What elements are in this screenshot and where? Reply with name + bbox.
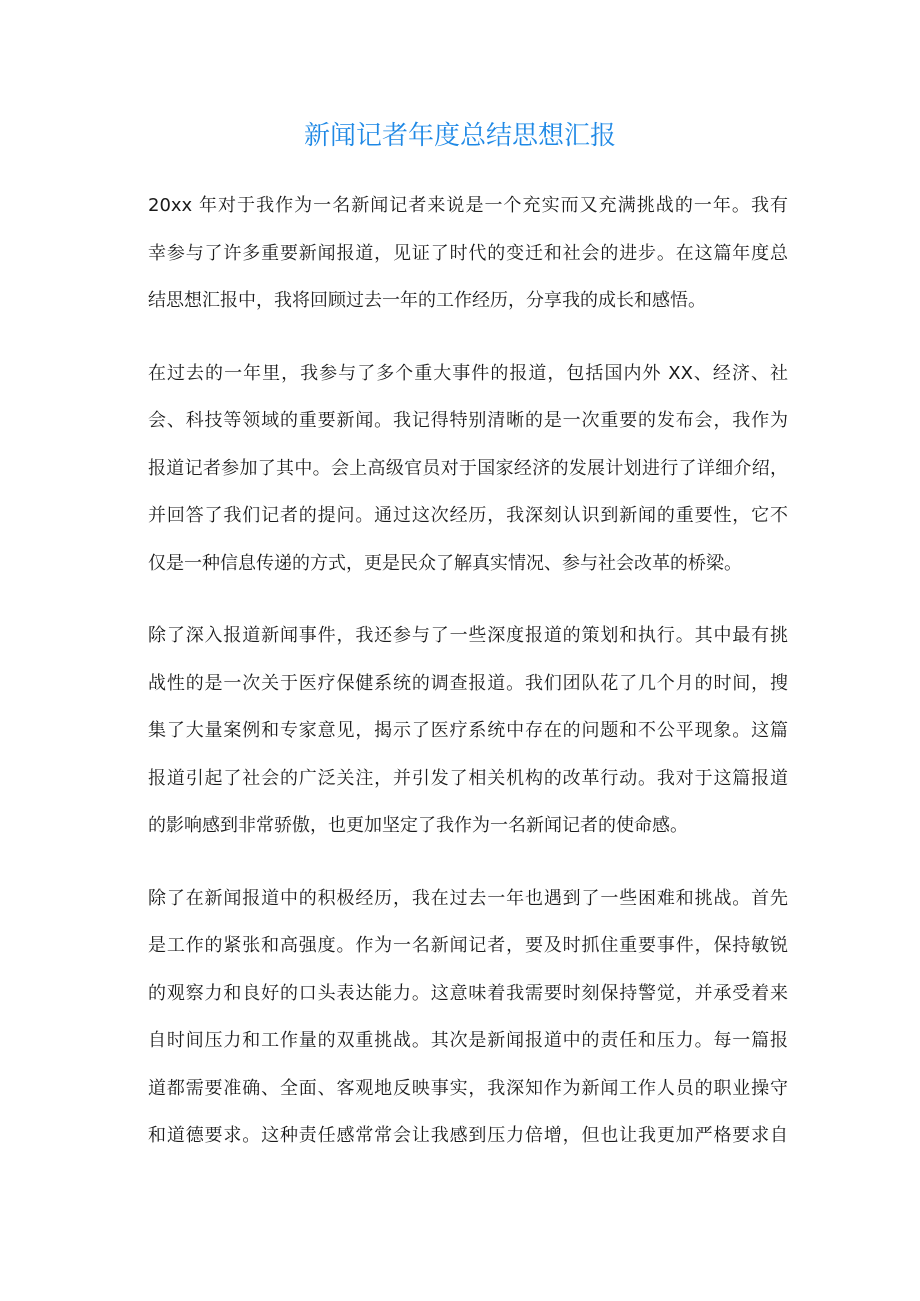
paragraph-gap <box>148 325 788 350</box>
paragraph-line: 除了在新闻报道中的积极经历，我在过去一年也遇到了一些困难和挑战。首先 <box>148 887 788 909</box>
paragraph-line: 是工作的紧张和高强度。作为一名新闻记者，要及时抓住重要事件，保持敏锐 <box>148 935 788 956</box>
paragraph-line: 报道记者参加了其中。会上高级官员对于国家经济的发展计划进行了详细介绍， <box>148 457 788 479</box>
document-body <box>148 182 788 1160</box>
paragraph-line: 战性的是一次关于医疗保健系统的调查报道。我们团队花了几个月的时间，搜 <box>148 672 788 694</box>
paragraph-gap <box>148 850 788 875</box>
paragraph-line: 的观察力和良好的口头表达能力。这意味着我需要时刻保持警觉，并承受着来 <box>148 982 788 1004</box>
paragraph-line: 在过去的一年里，我参与了多个重大事件的报道，包括国内外 XX、经济、社 <box>148 362 788 384</box>
paragraph-line: 除了深入报道新闻事件，我还参与了一些深度报道的策划和执行。其中最有挑 <box>148 625 788 646</box>
paragraph-1 <box>148 182 788 325</box>
paragraph-line: 仅是一种信息传递的方式，更是民众了解真实情况、参与社会改革的桥梁。 <box>148 552 742 574</box>
paragraph-line: 道都需要准确、全面、客观地反映事实，我深知作为新闻工作人员的职业操守 <box>148 1077 788 1099</box>
paragraph-line: 结思想汇报中，我将回顾过去一年的工作经历，分享我的成长和感悟。 <box>148 290 706 311</box>
paragraph-3 <box>148 612 788 850</box>
paragraph-line: 会、科技等领域的重要新闻。我记得特别清晰的是一次重要的发布会，我作为 <box>148 410 788 431</box>
paragraph-line: 报道引起了社会的广泛关注，并引发了相关机构的改革行动。我对于这篇报道 <box>148 767 788 789</box>
paragraph-line: 自时间压力和工作量的双重挑战。其次是新闻报道中的责任和压力。每一篇报 <box>148 1030 788 1051</box>
document-title: 新闻记者年度总结思想汇报 <box>303 121 616 151</box>
paragraph-line: 幸参与了许多重要新闻报道，见证了时代的变迁和社会的进步。在这篇年度总 <box>148 242 788 264</box>
paragraph-4 <box>148 875 788 1160</box>
paragraph-line: 的影响感到非常骄傲，也更加坚定了我作为一名新闻记者的使命感。 <box>148 815 688 836</box>
paragraph-line: 集了大量案例和专家意见，揭示了医疗系统中存在的问题和不公平现象。这篇 <box>148 720 788 741</box>
paragraph-line: 20xx 年对于我作为一名新闻记者来说是一个充实而又充满挑战的一年。我有 <box>148 195 788 216</box>
paragraph-line: 和道德要求。这种责任感常常会让我感到压力倍增，但也让我更加严格要求自 <box>148 1125 788 1146</box>
paragraph-line: 并回答了我们记者的提问。通过这次经历，我深刻认识到新闻的重要性，它不 <box>148 505 788 526</box>
paragraph-gap <box>148 587 788 612</box>
paragraph-2 <box>148 350 788 588</box>
